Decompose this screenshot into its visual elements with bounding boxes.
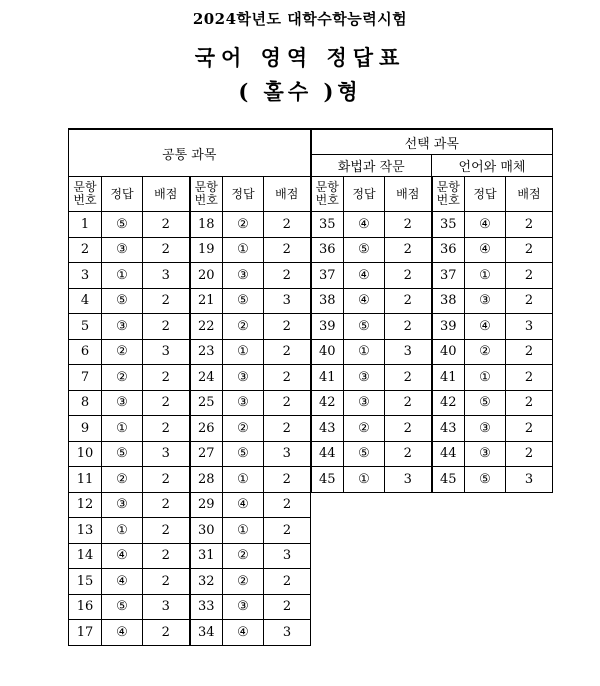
table-row <box>69 212 553 238</box>
table-row <box>69 365 553 391</box>
common-answer-cell: ③ <box>223 594 264 620</box>
language-media-number-cell: 39 <box>432 314 465 340</box>
speech-writing-score-cell: 2 <box>385 365 432 391</box>
common-number-cell: 23 <box>190 339 223 365</box>
common-score-cell: 3 <box>264 543 311 569</box>
empty-cell <box>311 594 344 620</box>
common-answer-cell: ③ <box>223 365 264 391</box>
common-answer-cell: ⑤ <box>102 594 143 620</box>
common-number-cell: 33 <box>190 594 223 620</box>
common-number-cell: 18 <box>190 212 223 238</box>
common-number-cell: 14 <box>69 543 102 569</box>
speech-writing-number-cell: 40 <box>311 339 344 365</box>
empty-cell <box>385 492 432 518</box>
common-score-cell: 2 <box>143 620 190 646</box>
answer-table-body <box>69 212 553 646</box>
table-row <box>69 390 553 416</box>
table-row <box>69 492 553 518</box>
common-number-cell: 4 <box>69 288 102 314</box>
language-media-number-cell: 44 <box>432 441 465 467</box>
common-answer-cell: ③ <box>223 390 264 416</box>
empty-cell <box>506 569 553 595</box>
common-score-cell: 2 <box>143 314 190 340</box>
speech-writing-number-cell: 37 <box>311 263 344 289</box>
empty-cell <box>432 543 465 569</box>
language-media-number-cell: 36 <box>432 237 465 263</box>
common-number-cell: 32 <box>190 569 223 595</box>
table-row <box>69 416 553 442</box>
common-score-cell: 3 <box>143 594 190 620</box>
common-number-cell: 5 <box>69 314 102 340</box>
language-media-number-cell: 40 <box>432 339 465 365</box>
empty-cell <box>506 518 553 544</box>
common-answer-cell: ⑤ <box>102 212 143 238</box>
language-media-answer-cell: ③ <box>465 416 506 442</box>
common-answer-cell: ① <box>223 339 264 365</box>
common-score-cell: 2 <box>143 365 190 391</box>
common-number-cell: 27 <box>190 441 223 467</box>
empty-cell <box>465 543 506 569</box>
col-header-score: 배점 <box>506 177 553 212</box>
common-number-cell: 17 <box>69 620 102 646</box>
common-number-cell: 29 <box>190 492 223 518</box>
common-score-cell: 3 <box>264 620 311 646</box>
speech-writing-score-cell: 2 <box>385 288 432 314</box>
language-media-answer-cell: ④ <box>465 237 506 263</box>
table-row <box>69 314 553 340</box>
language-media-answer-cell: ⑤ <box>465 390 506 416</box>
common-answer-cell: ⑤ <box>223 441 264 467</box>
common-answer-cell: ② <box>223 212 264 238</box>
empty-cell <box>344 620 385 646</box>
common-number-cell: 2 <box>69 237 102 263</box>
exam-type-line: ( 홀수 )형 <box>238 79 362 104</box>
common-answer-cell: ③ <box>102 314 143 340</box>
empty-cell <box>311 492 344 518</box>
language-media-score-cell: 2 <box>506 441 553 467</box>
common-number-cell: 6 <box>69 339 102 365</box>
empty-cell <box>432 620 465 646</box>
language-media-answer-cell: ③ <box>465 441 506 467</box>
empty-cell <box>344 569 385 595</box>
speech-writing-score-cell: 3 <box>385 467 432 493</box>
speech-writing-score-cell: 2 <box>385 314 432 340</box>
language-media-number-cell: 43 <box>432 416 465 442</box>
common-number-cell: 28 <box>190 467 223 493</box>
common-score-cell: 2 <box>264 492 311 518</box>
common-number-cell: 21 <box>190 288 223 314</box>
common-answer-cell: ④ <box>223 620 264 646</box>
col-header-number: 문항 번호 <box>190 177 223 212</box>
empty-cell <box>311 518 344 544</box>
language-media-answer-cell: ④ <box>465 314 506 340</box>
common-score-cell: 2 <box>264 594 311 620</box>
table-row <box>69 594 553 620</box>
col-header-number: 문항 번호 <box>69 177 102 212</box>
common-score-cell: 2 <box>264 518 311 544</box>
common-score-cell: 2 <box>264 416 311 442</box>
speech-writing-score-cell: 2 <box>385 390 432 416</box>
common-answer-cell: ④ <box>102 543 143 569</box>
empty-cell <box>344 492 385 518</box>
common-answer-cell: ② <box>223 314 264 340</box>
speech-writing-answer-cell: ④ <box>344 263 385 289</box>
language-media-number-cell: 38 <box>432 288 465 314</box>
language-media-answer-cell: ② <box>465 339 506 365</box>
common-score-cell: 2 <box>264 569 311 595</box>
col-header-answer: 정답 <box>465 177 506 212</box>
empty-cell <box>432 492 465 518</box>
common-score-cell: 3 <box>143 263 190 289</box>
col-header-score: 배점 <box>385 177 432 212</box>
common-score-cell: 2 <box>143 492 190 518</box>
speech-writing-answer-cell: ③ <box>344 365 385 391</box>
common-number-cell: 15 <box>69 569 102 595</box>
column-header-row <box>69 177 553 212</box>
common-number-cell: 30 <box>190 518 223 544</box>
common-number-cell: 8 <box>69 390 102 416</box>
common-score-cell: 2 <box>143 390 190 416</box>
language-media-number-cell: 41 <box>432 365 465 391</box>
common-answer-cell: ② <box>102 339 143 365</box>
speech-writing-answer-cell: ① <box>344 339 385 365</box>
empty-cell <box>465 518 506 544</box>
common-answer-cell: ④ <box>102 620 143 646</box>
col-header-number: 문항 번호 <box>432 177 465 212</box>
speech-writing-score-cell: 2 <box>385 441 432 467</box>
common-score-cell: 2 <box>143 416 190 442</box>
common-answer-cell: ② <box>223 543 264 569</box>
common-score-cell: 3 <box>264 441 311 467</box>
speech-writing-answer-cell: ④ <box>344 212 385 238</box>
common-score-cell: 2 <box>264 390 311 416</box>
table-row <box>69 339 553 365</box>
table-row <box>69 467 553 493</box>
common-number-cell: 3 <box>69 263 102 289</box>
common-score-cell: 2 <box>143 237 190 263</box>
common-number-cell: 13 <box>69 518 102 544</box>
language-media-score-cell: 3 <box>506 467 553 493</box>
common-answer-cell: ① <box>102 263 143 289</box>
common-answer-cell: ③ <box>102 237 143 263</box>
speech-writing-number-cell: 44 <box>311 441 344 467</box>
speech-writing-answer-cell: ② <box>344 416 385 442</box>
empty-cell <box>385 543 432 569</box>
language-media-header: 언어와 매체 <box>432 155 553 177</box>
common-number-cell: 9 <box>69 416 102 442</box>
language-media-answer-cell: ③ <box>465 288 506 314</box>
language-media-number-cell: 37 <box>432 263 465 289</box>
empty-cell <box>506 594 553 620</box>
common-answer-cell: ② <box>102 467 143 493</box>
language-media-number-cell: 42 <box>432 390 465 416</box>
speech-writing-score-cell: 2 <box>385 212 432 238</box>
empty-cell <box>344 543 385 569</box>
language-media-score-cell: 2 <box>506 416 553 442</box>
common-score-cell: 2 <box>143 212 190 238</box>
common-answer-cell: ③ <box>223 263 264 289</box>
common-answer-cell: ⑤ <box>223 288 264 314</box>
common-score-cell: 2 <box>264 339 311 365</box>
speech-writing-number-cell: 36 <box>311 237 344 263</box>
answer-table <box>68 128 553 646</box>
language-media-score-cell: 2 <box>506 390 553 416</box>
empty-cell <box>344 518 385 544</box>
common-score-cell: 2 <box>264 212 311 238</box>
speech-writing-answer-cell: ③ <box>344 390 385 416</box>
col-header-number: 문항 번호 <box>311 177 344 212</box>
common-number-cell: 31 <box>190 543 223 569</box>
common-score-cell: 2 <box>264 237 311 263</box>
speech-writing-header: 화법과 작문 <box>311 155 432 177</box>
table-row <box>69 237 553 263</box>
empty-cell <box>311 569 344 595</box>
speech-writing-number-cell: 41 <box>311 365 344 391</box>
common-score-cell: 2 <box>143 543 190 569</box>
common-answer-cell: ① <box>102 518 143 544</box>
table-row <box>69 263 553 289</box>
language-media-answer-cell: ① <box>465 365 506 391</box>
exam-title: 2024학년도 대학수학능력시험 <box>192 10 408 28</box>
common-number-cell: 34 <box>190 620 223 646</box>
common-number-cell: 16 <box>69 594 102 620</box>
common-number-cell: 25 <box>190 390 223 416</box>
language-media-answer-cell: ④ <box>465 212 506 238</box>
common-answer-cell: ④ <box>102 569 143 595</box>
speech-writing-answer-cell: ⑤ <box>344 441 385 467</box>
speech-writing-number-cell: 45 <box>311 467 344 493</box>
common-score-cell: 2 <box>264 467 311 493</box>
language-media-number-cell: 45 <box>432 467 465 493</box>
empty-cell <box>465 569 506 595</box>
language-media-score-cell: 2 <box>506 339 553 365</box>
speech-writing-answer-cell: ⑤ <box>344 314 385 340</box>
common-score-cell: 2 <box>264 365 311 391</box>
language-media-answer-cell: ① <box>465 263 506 289</box>
common-answer-cell: ① <box>102 416 143 442</box>
empty-cell <box>311 543 344 569</box>
common-score-cell: 3 <box>264 288 311 314</box>
common-score-cell: 2 <box>143 467 190 493</box>
table-row <box>69 518 553 544</box>
common-answer-cell: ① <box>223 237 264 263</box>
col-header-answer: 정답 <box>102 177 143 212</box>
empty-cell <box>465 620 506 646</box>
speech-writing-number-cell: 39 <box>311 314 344 340</box>
common-number-cell: 22 <box>190 314 223 340</box>
language-media-score-cell: 2 <box>506 212 553 238</box>
common-number-cell: 7 <box>69 365 102 391</box>
language-media-answer-cell: ⑤ <box>465 467 506 493</box>
empty-cell <box>385 594 432 620</box>
empty-cell <box>385 569 432 595</box>
common-answer-cell: ① <box>223 467 264 493</box>
language-media-score-cell: 2 <box>506 365 553 391</box>
table-row <box>69 620 553 646</box>
common-score-cell: 3 <box>143 441 190 467</box>
language-media-score-cell: 2 <box>506 263 553 289</box>
common-answer-cell: ⑤ <box>102 288 143 314</box>
language-media-score-cell: 2 <box>506 288 553 314</box>
empty-cell <box>506 492 553 518</box>
common-score-cell: 3 <box>143 339 190 365</box>
common-number-cell: 26 <box>190 416 223 442</box>
language-media-number-cell: 35 <box>432 212 465 238</box>
common-subject-header: 공통 과목 <box>69 129 311 177</box>
speech-writing-score-cell: 3 <box>385 339 432 365</box>
common-answer-cell: ② <box>223 569 264 595</box>
common-answer-cell: ① <box>223 518 264 544</box>
common-answer-cell: ④ <box>223 492 264 518</box>
col-header-score: 배점 <box>264 177 311 212</box>
speech-writing-number-cell: 38 <box>311 288 344 314</box>
speech-writing-answer-cell: ④ <box>344 288 385 314</box>
common-score-cell: 2 <box>264 314 311 340</box>
common-number-cell: 10 <box>69 441 102 467</box>
table-row <box>69 569 553 595</box>
empty-cell <box>506 620 553 646</box>
speech-writing-answer-cell: ① <box>344 467 385 493</box>
speech-writing-score-cell: 2 <box>385 237 432 263</box>
elective-subject-header: 선택 과목 <box>311 129 553 155</box>
empty-cell <box>432 569 465 595</box>
common-score-cell: 2 <box>264 263 311 289</box>
language-media-score-cell: 2 <box>506 237 553 263</box>
document-title: 국어 영역 정답표 <box>194 45 406 70</box>
empty-cell <box>385 620 432 646</box>
common-score-cell: 2 <box>143 518 190 544</box>
table-row <box>69 288 553 314</box>
empty-cell <box>506 543 553 569</box>
common-answer-cell: ② <box>223 416 264 442</box>
common-number-cell: 20 <box>190 263 223 289</box>
common-score-cell: 2 <box>143 288 190 314</box>
empty-cell <box>465 594 506 620</box>
common-answer-cell: ② <box>102 365 143 391</box>
empty-cell <box>311 620 344 646</box>
empty-cell <box>385 518 432 544</box>
col-header-answer: 정답 <box>223 177 264 212</box>
common-number-cell: 11 <box>69 467 102 493</box>
speech-writing-score-cell: 2 <box>385 263 432 289</box>
empty-cell <box>465 492 506 518</box>
common-answer-cell: ③ <box>102 492 143 518</box>
common-number-cell: 12 <box>69 492 102 518</box>
col-header-answer: 정답 <box>344 177 385 212</box>
table-row <box>69 543 553 569</box>
col-header-score: 배점 <box>143 177 190 212</box>
common-score-cell: 2 <box>143 569 190 595</box>
empty-cell <box>344 594 385 620</box>
common-answer-cell: ③ <box>102 390 143 416</box>
speech-writing-score-cell: 2 <box>385 416 432 442</box>
speech-writing-number-cell: 35 <box>311 212 344 238</box>
empty-cell <box>432 518 465 544</box>
speech-writing-answer-cell: ⑤ <box>344 237 385 263</box>
language-media-score-cell: 3 <box>506 314 553 340</box>
common-number-cell: 1 <box>69 212 102 238</box>
speech-writing-number-cell: 43 <box>311 416 344 442</box>
common-number-cell: 19 <box>190 237 223 263</box>
speech-writing-number-cell: 42 <box>311 390 344 416</box>
table-row <box>69 441 553 467</box>
common-number-cell: 24 <box>190 365 223 391</box>
empty-cell <box>432 594 465 620</box>
common-answer-cell: ⑤ <box>102 441 143 467</box>
